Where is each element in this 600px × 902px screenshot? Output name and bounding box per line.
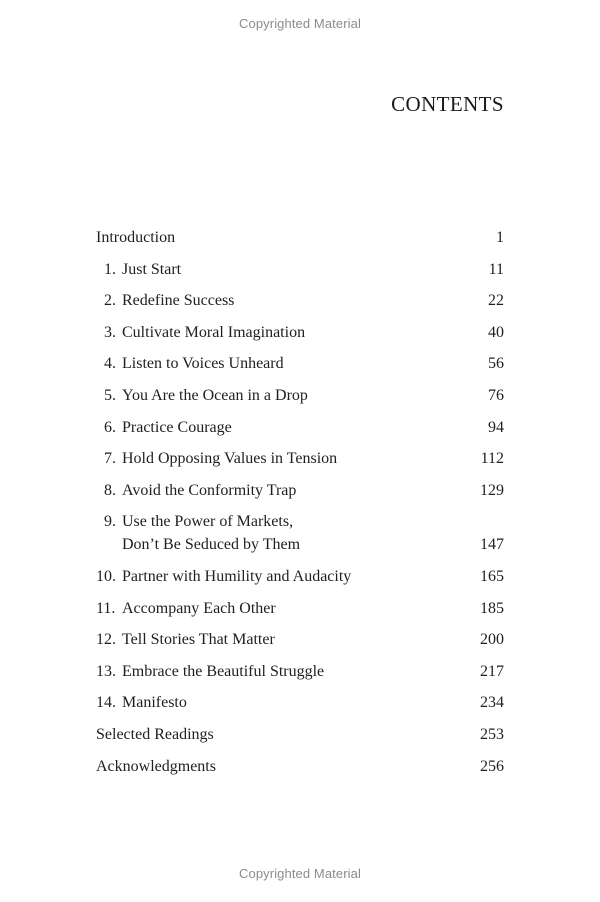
toc-entry-label xyxy=(96,384,488,407)
toc-entry-title: Hold Opposing Values in Tension xyxy=(122,450,338,468)
toc-entry-chapter-7[interactable] xyxy=(96,447,504,470)
toc-entry-number: 12. xyxy=(96,631,116,649)
toc-entry-number: 13. xyxy=(96,662,116,680)
toc-entry-title: Avoid the Conformity Trap xyxy=(122,481,297,499)
watermark-bottom: Copyrighted Material xyxy=(239,866,361,881)
toc-entry-page: 76 xyxy=(488,386,504,404)
toc-entry-title: Introduction xyxy=(96,229,176,246)
toc-entry-number: 6. xyxy=(104,418,116,436)
toc-entry-chapter-12[interactable] xyxy=(96,628,504,651)
toc-entry-title: Cultivate Moral Imagination xyxy=(122,323,306,341)
toc-entry-chapter-11[interactable] xyxy=(96,597,504,620)
toc-entry-page: 165 xyxy=(480,567,504,585)
toc-entry-number: 8. xyxy=(104,481,116,499)
toc-entry-number: 2. xyxy=(104,292,116,310)
toc-entry-page: 129 xyxy=(480,481,504,499)
toc-entry-chapter-4[interactable] xyxy=(96,352,504,375)
toc-entry-number: 4. xyxy=(104,355,116,373)
watermark-top: Copyrighted Material xyxy=(239,16,361,31)
toc-entry-chapter-10[interactable] xyxy=(96,565,504,588)
toc-entry-page: 147 xyxy=(480,536,504,554)
toc-entry-number: 10. xyxy=(96,567,116,585)
toc-entry-number: 7. xyxy=(104,450,116,468)
toc-entry-label xyxy=(96,628,480,651)
toc-entry-number: 14. xyxy=(96,694,116,712)
toc-entry-page: 112 xyxy=(480,450,504,468)
toc-entry-title: Listen to Voices Unheard xyxy=(122,355,284,373)
toc-entry-label xyxy=(96,479,480,502)
toc-entry-label xyxy=(96,289,488,312)
toc-entry-page: 40 xyxy=(488,323,504,341)
table-of-contents xyxy=(96,226,504,786)
toc-entry-title: Manifesto xyxy=(122,694,187,712)
toc-entry-title: Partner with Humility and Audacity xyxy=(122,567,352,585)
toc-entry-chapter-2[interactable] xyxy=(96,289,504,312)
toc-entry-chapter-13[interactable] xyxy=(96,660,504,683)
toc-entry-label xyxy=(96,565,480,588)
toc-entry-chapter-6[interactable] xyxy=(96,416,504,439)
toc-entry-introduction[interactable] xyxy=(96,226,504,249)
toc-entry-title: Tell Stories That Matter xyxy=(122,631,275,649)
toc-entry-label xyxy=(96,258,489,281)
toc-entry-label xyxy=(96,755,480,778)
toc-entry-page: 11 xyxy=(488,260,504,278)
toc-entry-label xyxy=(96,510,480,556)
toc-entry-number: 5. xyxy=(104,386,116,404)
toc-entry-number: 1. xyxy=(104,260,116,278)
toc-entry-title: You Are the Ocean in a Drop xyxy=(122,386,308,404)
toc-entry-title: Redefine Success xyxy=(122,292,235,310)
toc-entry-number: 9. xyxy=(104,513,116,531)
toc-entry-chapter-3[interactable] xyxy=(96,321,504,344)
toc-entry-page: 22 xyxy=(488,292,504,310)
toc-entry-page: 234 xyxy=(480,694,504,712)
toc-entry-title: Selected Readings xyxy=(96,725,214,743)
toc-entry-chapter-5[interactable] xyxy=(96,384,504,407)
toc-entry-title-continued: Don’t Be Seduced by Them xyxy=(122,536,301,554)
toc-entry-title: Embrace the Beautiful Struggle xyxy=(122,662,325,680)
toc-entry-chapter-1[interactable] xyxy=(96,258,504,281)
toc-entry-page: 1 xyxy=(496,229,504,246)
toc-entry-title: Accompany Each Other xyxy=(122,599,276,617)
toc-entry-chapter-8[interactable] xyxy=(96,479,504,502)
toc-entry-selected-readings[interactable] xyxy=(96,723,504,746)
toc-entry-page: 253 xyxy=(480,725,504,743)
toc-entry-title: Acknowledgments xyxy=(96,757,216,775)
toc-entry-label xyxy=(96,352,488,375)
toc-entry-label xyxy=(96,416,488,439)
toc-entry-page: 185 xyxy=(480,599,504,617)
toc-entry-page: 200 xyxy=(480,631,504,649)
toc-entry-label xyxy=(96,226,496,249)
toc-entry-label xyxy=(96,660,480,683)
toc-entry-title: Use the Power of Markets, xyxy=(122,513,294,531)
toc-entry-chapter-14[interactable] xyxy=(96,691,504,714)
toc-entry-title: Just Start xyxy=(122,260,182,278)
toc-entry-number: 3. xyxy=(104,323,116,341)
toc-entry-page: 94 xyxy=(488,418,504,436)
toc-entry-label xyxy=(96,723,480,746)
toc-entry-page: 56 xyxy=(488,355,504,373)
toc-entry-label xyxy=(96,321,488,344)
toc-entry-number: 11. xyxy=(96,599,116,617)
toc-entry-acknowledgments[interactable] xyxy=(96,755,504,778)
toc-entry-label xyxy=(96,691,480,714)
toc-entry-chapter-9[interactable] xyxy=(96,510,504,556)
toc-entry-page: 217 xyxy=(480,662,504,680)
page-title: CONTENTS xyxy=(391,92,504,116)
toc-entry-label xyxy=(96,447,481,470)
toc-entry-title: Practice Courage xyxy=(122,418,232,436)
toc-entry-label xyxy=(96,597,480,620)
toc-entry-page: 256 xyxy=(480,757,504,775)
